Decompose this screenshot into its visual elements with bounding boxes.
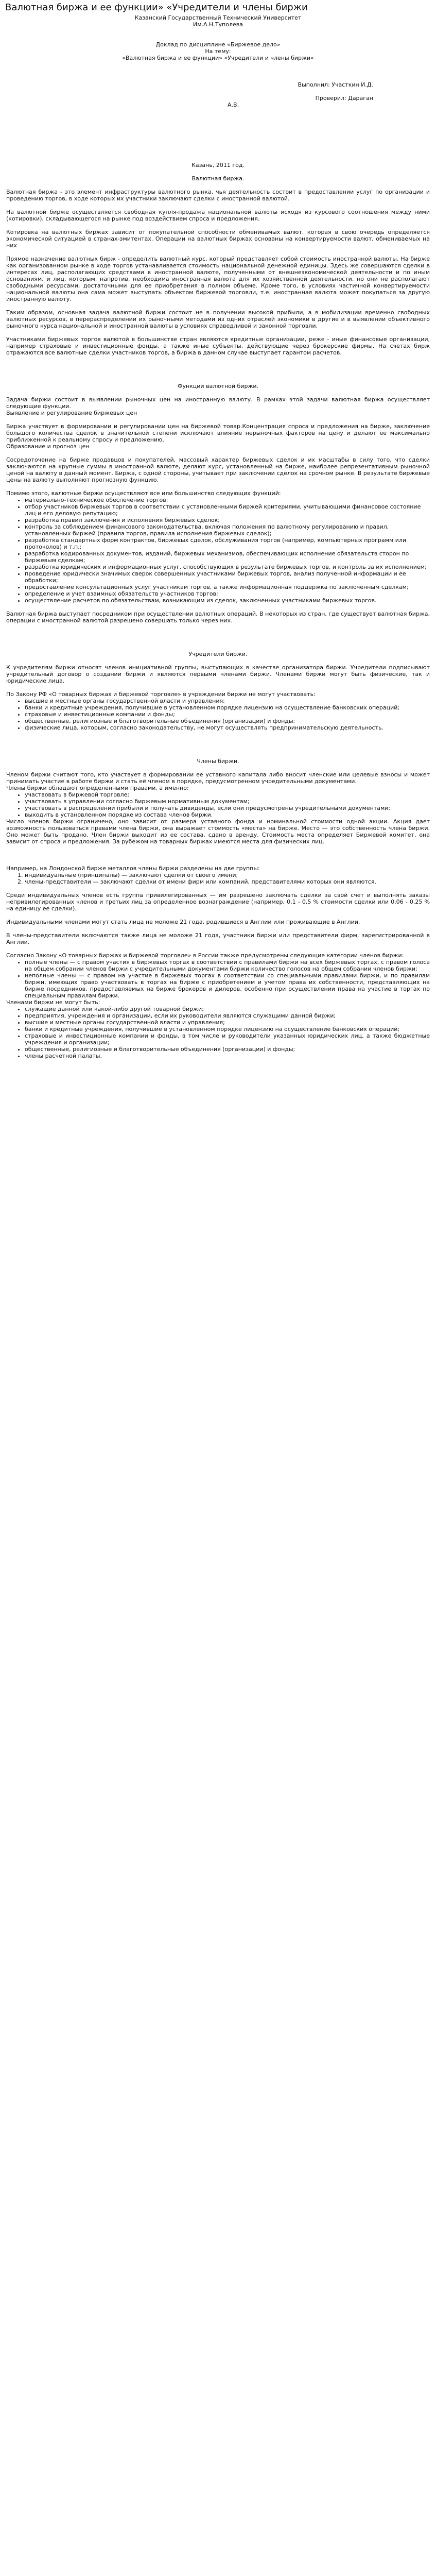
list-item: • высшие и местные органы государственной власти и управления; (25, 1019, 430, 1026)
list-item: • разработка кодированных документов, изданий, биржевых механизмов, обеспечивающих исполнение обязательств сторон по биржевым сделкам; (25, 550, 430, 564)
title-block (6, 14, 430, 28)
report-line: Доклад по дисциплине «Биржевое дело» (155, 41, 281, 48)
paragraph: Валютная биржа выступает посредником при осуществлении валютных операций. В некоторых из стран, где существует валютная биржа, операции с иностранной валютой разрешено совершать только через них. (6, 611, 430, 624)
list-item: • неполные члены — с правом на участие в биржевых торгах в соответствии со специальными правилами биржи, и по правилам биржи, имеющих право участвовать в торгах на бирже с приобретением и учетом права их собственности, представляющих на бирже посредников, предоставляемых на бирже брокеров и дилеров, особенно при осуществлении права на участие в торгах по специальным правилам биржи. (25, 972, 430, 999)
list-item: • предприятия, учреждения и организации, если их руководители являются служащими данной биржи; (25, 1012, 430, 1019)
page (0, 2, 436, 1065)
member-rights-list (6, 791, 430, 818)
named-after: Им.А.Н.Туполева (193, 21, 243, 28)
section-heading: Учредители биржи. (188, 651, 248, 657)
university-name: Казанский Государственный Технический Университет (134, 14, 302, 21)
list-item: • общественные, религиозные и благотворительные объединения (организации) и фонды; (25, 1046, 430, 1053)
list-item: • осуществление расчетов по обязательствам, возникающим из сделок, заключенных участниками биржевых торгов. (25, 597, 430, 604)
list-item: • банки и кредитные учреждения, получившие в установленном порядке лицензию на осуществление банковских операций; (25, 704, 430, 711)
signature-block (6, 81, 430, 101)
list-item: • разработка стандартных форм контрактов, биржевых сделок, обслуживания торгов (например, компьютерных программ или протоколов) и т.п.; (25, 537, 430, 550)
list-item: • участвовать в управлении согласно биржевым нормативным документам; (25, 798, 430, 805)
list-item: • предоставление консультационных услуг участникам торгов, а также информационная поддержка по заключенным сделкам; (25, 584, 430, 590)
list-item: • страховые и инвестиционные компании и фонды; (25, 711, 430, 718)
paragraph: Согласно Закону «О товарных биржах и биржевой торговле» в России также предусмотрены следующие категории членов биржи: (6, 952, 404, 959)
section-heading: Члены биржи. (197, 758, 239, 765)
list-item: 2. члены-представители — заключают сделки от имени фирм или компаний, представителями которых они являются. (25, 878, 430, 885)
list-item: • служащие данной или какой-либо другой товарной биржи; (25, 1006, 430, 1012)
paragraph: Задача биржи состоит в выявлении рыночных цен на иностранную валюту. В рамках этой задачи валютная биржа осуществляет следующие функции. (6, 396, 430, 410)
list-item: • полные члены — с правом участия в биржевых торгах в соответствии с правилами биржи на всех биржевых торгах, с правом голоса на общем собрании членов биржи с учредительными документами биржи количество голосов на общем собрании членов биржи; (25, 959, 430, 972)
subheading: Образование и прогноз цен (6, 443, 90, 450)
list-item: • участвовать в биржевой торговле; (25, 791, 430, 798)
list-item: • высшие и местные органы государственной власти и управления; (25, 698, 430, 704)
list-item: • определение и учет взаимных обязательств участников торгов; (25, 590, 430, 597)
document-body (3, 14, 433, 1059)
paragraph: Членами биржи не могут быть: (6, 999, 100, 1006)
report-topic: «Валютная биржа и ее функции» «Учредители и члены биржи» (122, 55, 314, 61)
paragraph: Например, на Лондонской бирже металлов члены биржи разделены на две группы: (6, 865, 260, 872)
paragraph: Среди индивидуальных членов есть группа привилегированных — им разрешено заключать сделки за свой счет и выполнять заказы непривилегированных членов и третьих лиц за определенное вознаграждение (например, 0,1 - 0,5 % стоимости сделки или 0,06 - 0,25 % на единицу ее сделки). (6, 892, 430, 912)
list-item: • отбор участников биржевых торгов в соответствии с установленными биржей критериями, учитывающими финансовое состояние лиц и его деловую репутацию; (25, 503, 430, 517)
checker: Проверил: Дараган (315, 95, 373, 101)
paragraph: Котировка на валютных биржах зависит от покупательной способности обменивамых валют, которая в свою очередь определяется экономической ситуацией в странах-эмитентах. Операции на валютных биржах основаны на конвертируемости валют, обмениваемых на них (6, 229, 430, 249)
subheading: Выявление и регулирование биржевых цен (6, 410, 137, 416)
paragraph: Помимо этого, валютные биржи осуществляют все или большинство следующих функций: (6, 490, 281, 497)
paragraph: Сосредоточение на бирже продавцов и покупателей, массовый характер биржевых сделок и их масштабы в силу того, что сделки заключаются на крупные суммы в иностранной валюте, делают курс, установленный на бирже, наиболее репрезентативным рыночной ценой на валюту в данный момент. Биржа, с одной стороны, учитывает при заключении сделок на срочном рынке. В результате биржевые цены на валюту выполняют прогнозную функцию. (6, 456, 430, 483)
topic-label: На тему: (205, 48, 231, 55)
membership-exclusion-list (6, 1006, 430, 1059)
section-heading: Валютная биржа. (191, 175, 245, 182)
list-item: • участвовать в распределении прибыли и получать дивиденды, если они предусмотрены учредительными документами; (25, 805, 430, 811)
section-heading: Функции валютной биржи. (177, 383, 259, 389)
paragraph: К учредителям биржи относят членов инициативной группы, выступающих в качестве организатора биржи. Учредители подписывают учредительный договор о создании биржи и являются первыми членами биржи. Членами биржи могут быть физические, так и юридические лица. (6, 664, 430, 684)
list-item: • общественные, религиозные и благотворительные объединения (организации) и фонды; (25, 718, 430, 724)
list-item: • члены расчетной палаты. (25, 1053, 430, 1059)
paragraph: Членом биржи считают того, кто участвует в формировании ее уставного капитала либо вносит членские или целевые взносы и может принимать участие в работе биржи и стать её членом в порядке, предусмотренном учредительными документами. (6, 771, 430, 785)
list-item: • контроль за соблюдением финансового законодательства, включая положения по валютному регулированию и правил, установленных биржей (правила торгов, правила исполнения биржевых сделок); (25, 523, 430, 537)
paragraph: Члены биржи обладают определенными правами, а именно: (6, 785, 189, 791)
paragraph: Участниками биржевых торгов валютой в большинстве стран являются кредитные организации, реже - иные финансовые организации, например страховые и инвестиционные фонды, а также иные субъекты, действующие через брокерские фирмы. На счетах бирж отражаются все валютные сделки участников торгов, а биржа в данном случае выступает гарантом расчетов. (6, 336, 430, 356)
founders-exclusion-list (6, 698, 430, 731)
paragraph: Индивидуальными членами могут стать лица не моложе 21 года, родившиеся в Англии или проживающие в Англии. (6, 919, 360, 925)
paragraph: Валютная биржа - это элемент инфраструктуры валютного рынка, чья деятельность состоит в предоставлении услуг по организации и проведению торгов, в ходе которых их участники заключают сделки с иностранной валютой. (6, 189, 430, 202)
paragraph: Прямое назначение валютных бирж - определить валютный курс, который представляет собой стоимость иностранной валюты. На бирже как организованном рынке в ходе торгов устанавливается стоимость национальной денежной единицы. Здесь же совершаются сделки в интересах лиц, располагающих средствами в иностранной валюте, полученными от внешнеэкономической деятельности и по иным основаниям, и лиц, которым, напротив, необходима иностранная валюта для их хозяйственной деятельности, но они не располагают свободными ресурсами, достаточными для ее приобретения в полном объеме. Кроме того, в условиях частичной конвертируемости национальной валюты она сама может выступать объектом биржевой торговли, т.е. иностранная валюта может покупаться за другую иностранную валюту. (6, 256, 430, 302)
paragraph: В члены-представители включаются также лица не моложе 21 года, участники биржи или представители фирм, зарегистрированной в Англии. (6, 932, 430, 945)
paragraph: По Закону РФ «О товарных биржах и биржевой торговле» в учреждении биржи не могут участвовать: (6, 691, 316, 698)
checker-initials: А.В. (228, 101, 239, 108)
page-title: Валютная биржа и ее функции» «Учредители и члены биржи (5, 2, 308, 13)
list-item: • выходить в установленном порядке из состава членов биржи. (25, 811, 430, 818)
list-item: • физические лица, которым, согласно законодательству, не могут осуществлять предпринимательскую деятельность. (25, 724, 430, 731)
lme-groups-list (6, 872, 430, 885)
city-year: Казань, 2011 год. (191, 162, 245, 168)
performer: Выполнил: Участкин И.Д. (298, 81, 373, 88)
list-item: • разработка юридических и информационных услуг, способствующих в результате биржевых торгов, и контроль за их исполнением; (25, 564, 430, 570)
paragraph: Биржа участвует в формировании и регулировании цен на биржевой товар.Концентрация спроса и предложения на бирже, заключение большого количества сделок в значительной степени исключают влияние нерыночных факторов на цену и делают ее максимально приближенной к реальному спросу и предложению. (6, 423, 430, 443)
list-item: • страховые и инвестиционные компании и фонды, в том числе и руководители указанных юридических лиц, а также бюджетные учреждения и организации; (25, 1032, 430, 1046)
paragraph: Число членов биржи ограничено, оно зависит от размера уставного фонда и номинальной стоимости одной акции. Акция дает возможность пользоваться правами члена биржи, она выражает стоимость «места» на бирже. Место — это собственность члена биржи. Оно может быть продано. Член биржи выходит из ее состава, сдано в аренду. Стоимость места определяет Биржевой комитет, она зависит от спроса и предложения. За рубежом на товарных биржах имеются места для физических лиц. (6, 818, 430, 845)
list-item: • материально-техническое обеспечение торгов; (25, 497, 430, 503)
paragraph: Таким образом, основная задача валютной биржи состоит не в получении высокой прибыли, а в мобилизации временно свободных валютных ресурсов, в перераспределении их рыночными методами из одних отраслей экономики в другие и в выявлении объективного рыночного курса национальной и иностранной валюты в условиях справедливой и законной торговли. (6, 309, 430, 329)
functions-list (6, 497, 430, 604)
list-item: • разработка правил заключения и исполнения биржевых сделок; (25, 517, 430, 523)
member-categories-list (6, 959, 430, 999)
paragraph: На валютной бирже осуществляется свободная купля-продажа национальной валюты исходя из курсового соотношения между ними (котировки), складывающегося на рынке под воздействием спроса и предложения. (6, 209, 430, 222)
list-item: • проведение юридически значимых сверок совершенных участниками биржевых торгов, анализ полученной информации и ее обработки; (25, 570, 430, 584)
list-item: • банки и кредитные учреждения, получившие в установленном порядке лицензию на осуществление банковских операций; (25, 1026, 430, 1032)
list-item: 1. индивидуальные (принципалы) — заключают сделки от своего имени; (25, 872, 430, 878)
